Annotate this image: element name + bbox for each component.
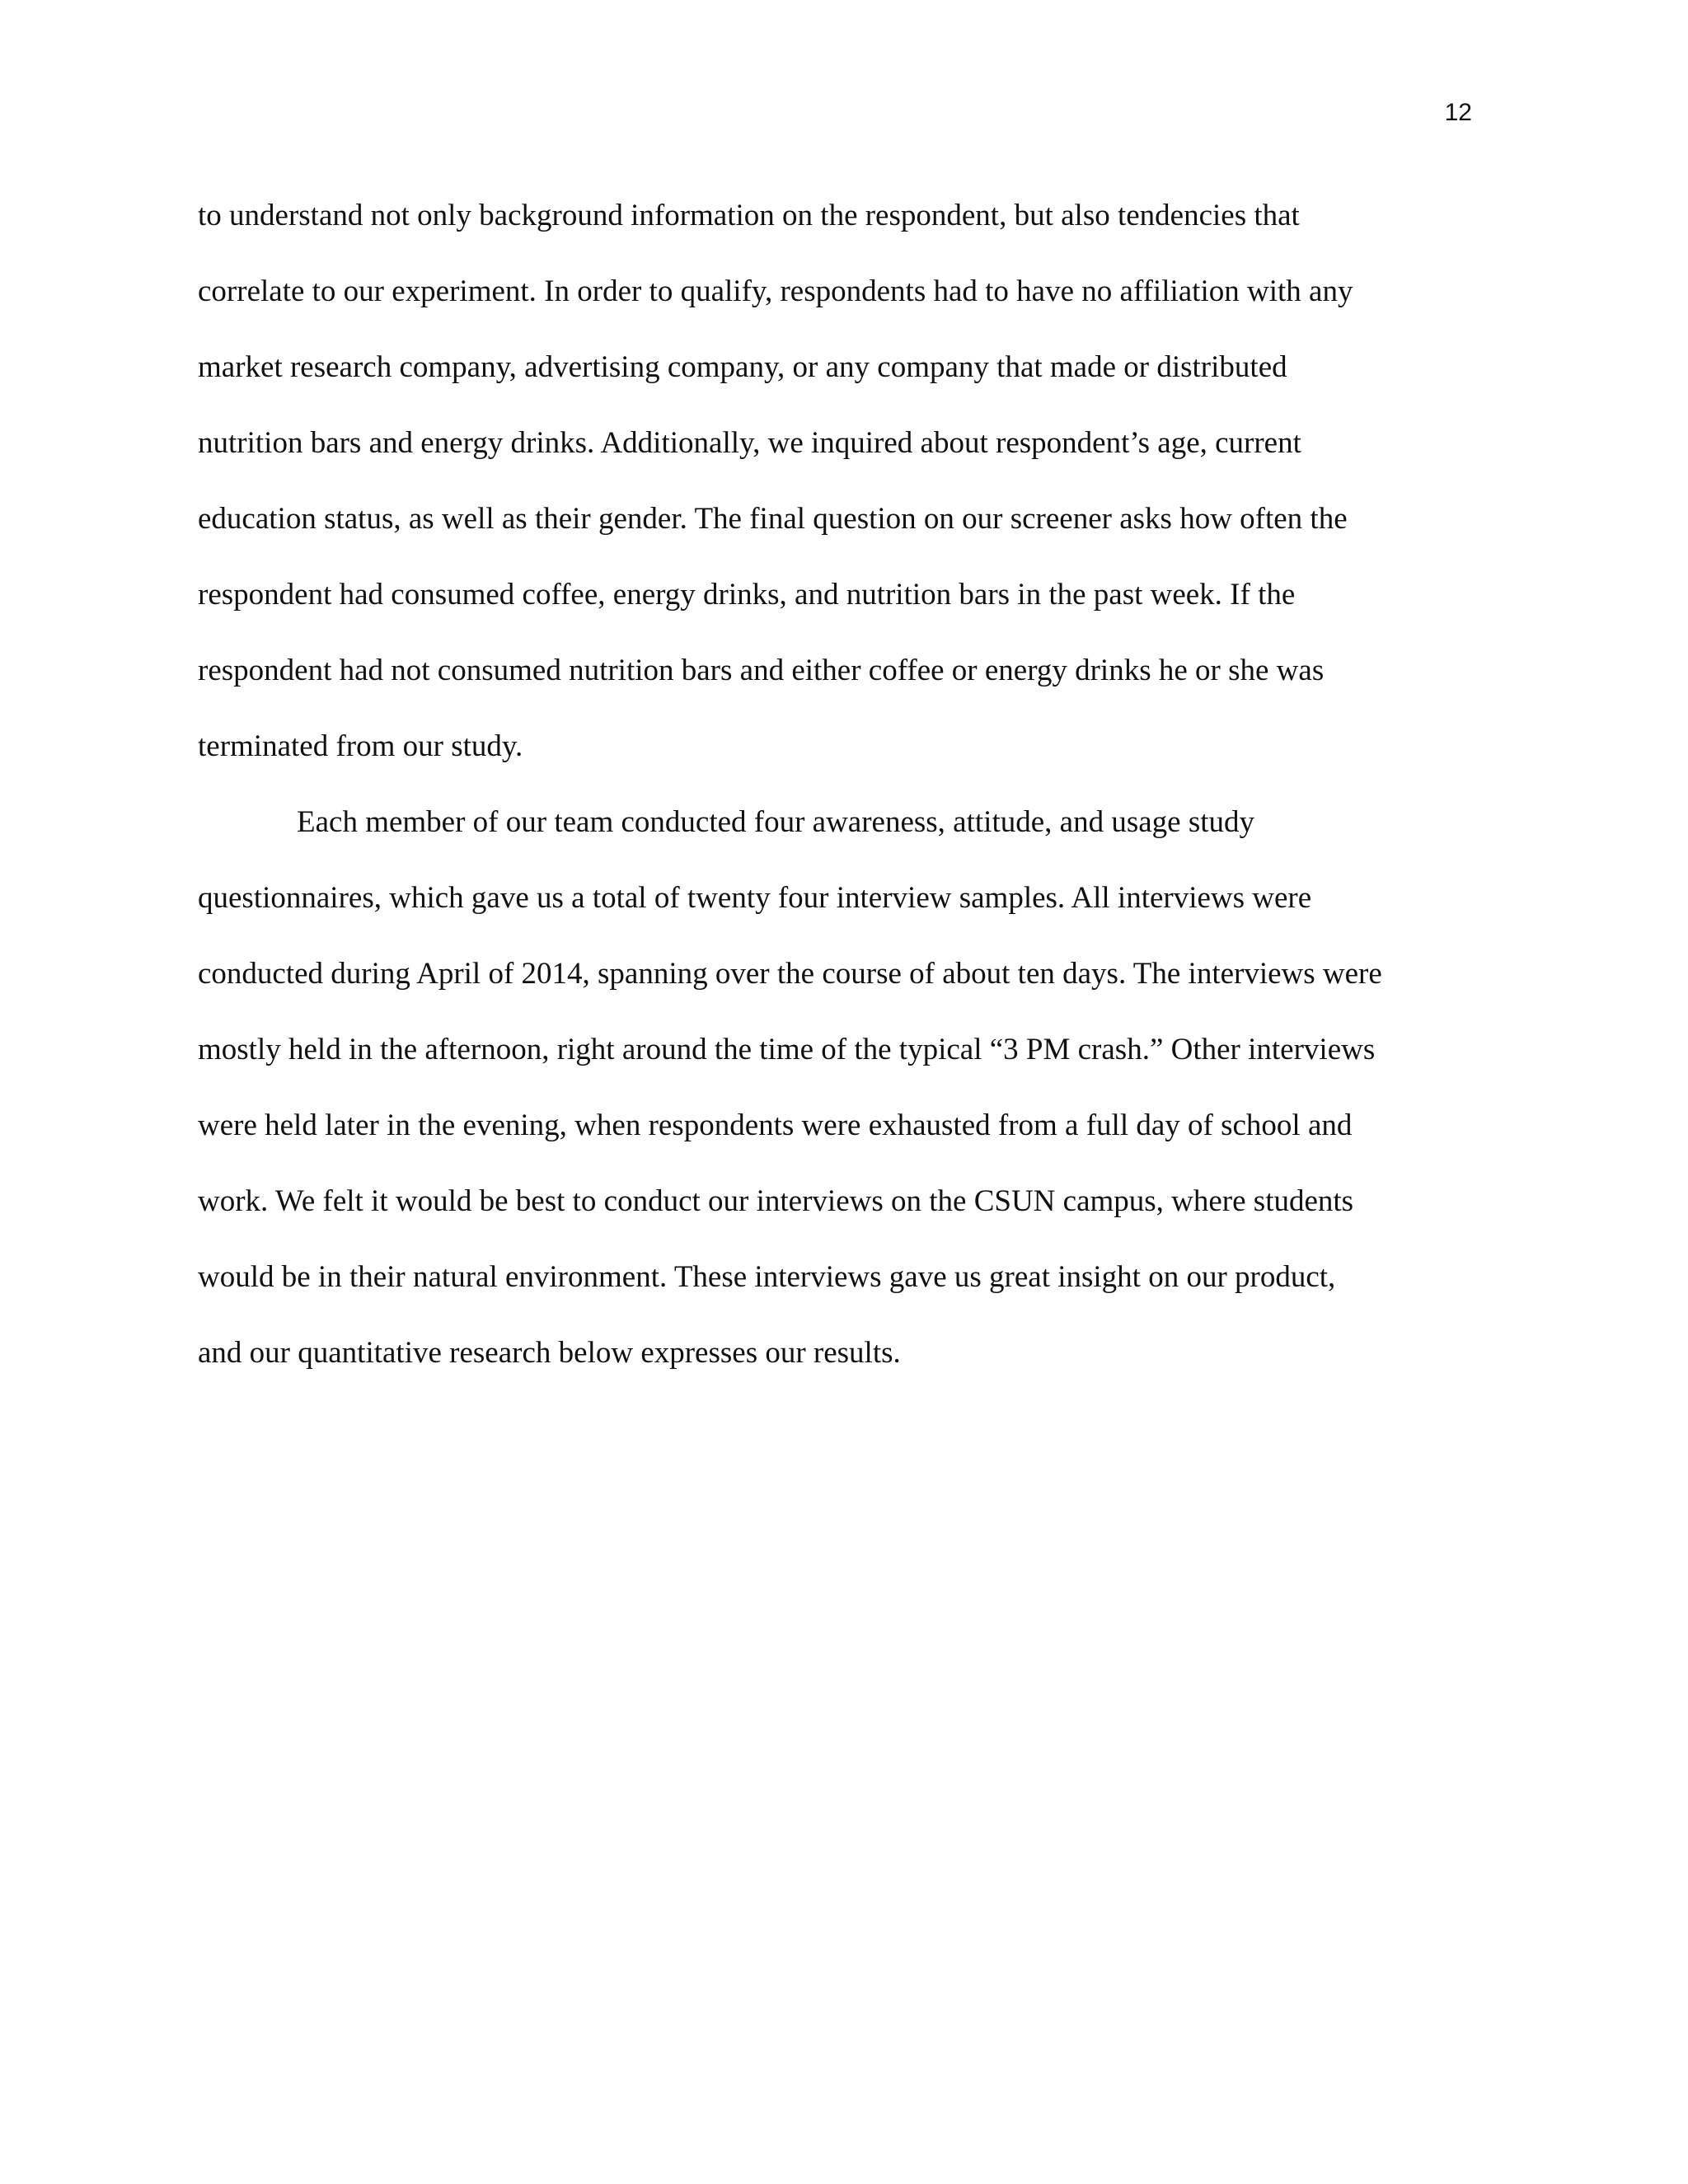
text-line: Each member of our team conducted four awareness, attitude, and usage study <box>297 805 1254 839</box>
text-line: conducted during April of 2014, spanning over the course of about ten days. The interviews were <box>198 957 1382 991</box>
text-line: would be in their natural environment. These interviews gave us great insight on our product, <box>198 1260 1336 1294</box>
text-line: market research company, advertising company, or any company that made or distributed <box>198 350 1287 384</box>
text-line: nutrition bars and energy drinks. Additionally, we inquired about respondent’s age, current <box>198 426 1301 460</box>
text-line: correlate to our experiment. In order to qualify, respondents had to have no affiliation with any <box>198 274 1353 308</box>
text-line: questionnaires, which gave us a total of twenty four interview samples. All interviews were <box>198 881 1312 915</box>
text-line: terminated from our study. <box>198 729 523 763</box>
text-line: education status, as well as their gender. The final question on our screener asks how often the <box>198 502 1348 536</box>
text-line: work. We felt it would be best to conduct our interviews on the CSUN campus, where students <box>198 1184 1354 1218</box>
text-line: respondent had consumed coffee, energy drinks, and nutrition bars in the past week. If the <box>198 578 1296 612</box>
text-line: were held later in the evening, when respondents were exhausted from a full day of school and <box>198 1108 1353 1142</box>
page-number: 12 <box>1444 99 1472 126</box>
paragraph-1 <box>198 191 1500 798</box>
text-line: respondent had not consumed nutrition bars and either coffee or energy drinks he or she was <box>198 654 1325 687</box>
body-text <box>198 191 1500 1404</box>
text-line: to understand not only background information on the respondent, but also tendencies that <box>198 199 1300 232</box>
text-line: mostly held in the afternoon, right around the time of the typical “3 PM crash.” Other interviews <box>198 1033 1376 1066</box>
paragraph-2 <box>198 798 1500 1404</box>
text-line: and our quantitative research below expresses our results. <box>198 1336 901 1370</box>
